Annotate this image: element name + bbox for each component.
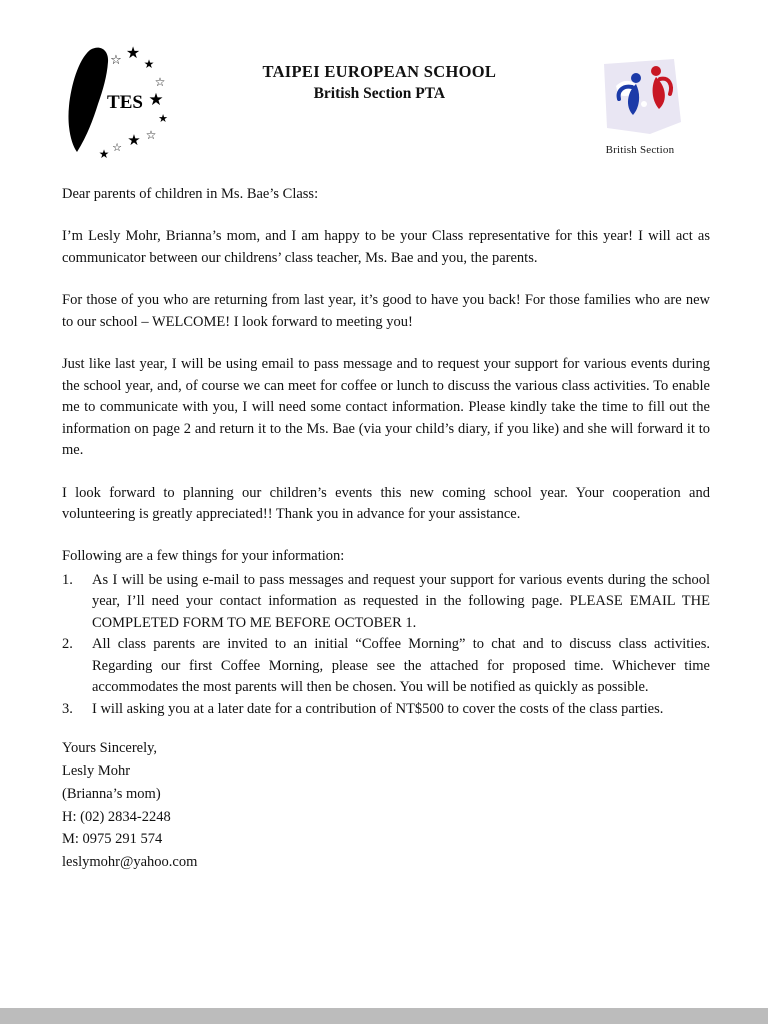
list-item — [62, 699, 710, 720]
salutation: Dear parents of children in Ms. Bae’s Class: — [62, 186, 319, 202]
star-icon: ☆ — [112, 141, 122, 154]
list-item-text: I will asking you at a later date for a contribution of NT$500 to cover the costs of the class parties. — [92, 700, 664, 717]
star-icon: ★ — [125, 43, 141, 62]
closing-sincerely: Yours Sincerely, — [62, 740, 158, 757]
letterhead-titles — [262, 62, 496, 103]
closing-home-phone: H: (02) 2834-2248 — [62, 808, 171, 825]
star-icon: ☆ — [110, 53, 122, 68]
star-icon: ★ — [158, 112, 168, 125]
list-item-text: All class parents are invited to an initial “Coffee Morning” to chat and to discuss class activities. Regarding our first Coffee Morning, please see the attached for proposed time. Whichever time accommodates the most parents will then be chosen. You will be notified as quickly as possible. — [92, 636, 710, 696]
paragraph-appreciation: I look forward to planning our children’s events this new coming school year. Your cooperation and volunteering is greatly appreciated!! Thank you in advance for your assistance. — [62, 484, 710, 522]
closing-email: leslymohr@yahoo.com — [62, 854, 198, 871]
tes-logo — [62, 42, 174, 162]
star-icon: ★ — [98, 147, 110, 161]
scan-edge-strip — [0, 1008, 768, 1024]
star-icon: ☆ — [154, 75, 166, 89]
list-intro: Following are a few things for your information: — [62, 548, 345, 565]
list-item — [62, 634, 710, 698]
school-name: TAIPEI EUROPEAN SCHOOL — [262, 62, 497, 81]
numbered-list — [62, 570, 710, 720]
closing-block — [62, 739, 710, 872]
star-icon: ★ — [127, 131, 141, 149]
section-subtitle: British Section PTA — [313, 85, 446, 102]
letter-header — [0, 0, 768, 184]
british-section-caption: British Section — [605, 144, 675, 156]
british-section-logo — [592, 56, 688, 156]
star-icon: ★ — [148, 90, 164, 110]
paragraph-welcome: For those of you who are returning from last year, it’s good to have you back! For those families who are new to our school – WELCOME! I look forward to meeting you! — [62, 292, 710, 330]
list-item — [62, 570, 710, 634]
british-section-figures-icon — [594, 56, 686, 142]
closing-name: Lesly Mohr — [62, 762, 131, 779]
paragraph-contact-info: Just like last year, I will be using email to pass message and to request your support for various events during the school year, and, of course we can meet for coffee or lunch to discuss the various class activities. To enable me to communicate with you, I will need some contact information. Please kindly take the time to fill out the information on page 2 and return it to the Ms. Bae (via your child’s diary, if you like) and she will forward it to me. — [62, 356, 710, 459]
tes-logo-text: TES — [107, 92, 143, 113]
closing-relation: (Brianna’s mom) — [62, 785, 161, 802]
list-item-number: 1. — [62, 571, 73, 588]
paragraph-introduction: I’m Lesly Mohr, Brianna’s mom, and I am happy to be your Class representative for this year! I will act as communicator between our childrens’ class teacher, Ms. Bae and you, the parents. — [62, 228, 710, 266]
list-item-text: As I will be using e-mail to pass messages and request your support for various events during the school year, I’ll need your contact information as requested in the following page. PLEASE EMAIL THE COMPLETED FORM TO ME BEFORE OCTOBER 1. — [92, 571, 710, 631]
star-icon: ★ — [143, 57, 155, 71]
closing-mobile-phone: M: 0975 291 574 — [62, 831, 163, 848]
list-item-number: 2. — [62, 636, 73, 653]
tes-island-icon — [62, 42, 174, 162]
list-item-number: 3. — [62, 700, 73, 717]
star-icon: ☆ — [145, 128, 157, 142]
letter-body — [0, 184, 768, 872]
